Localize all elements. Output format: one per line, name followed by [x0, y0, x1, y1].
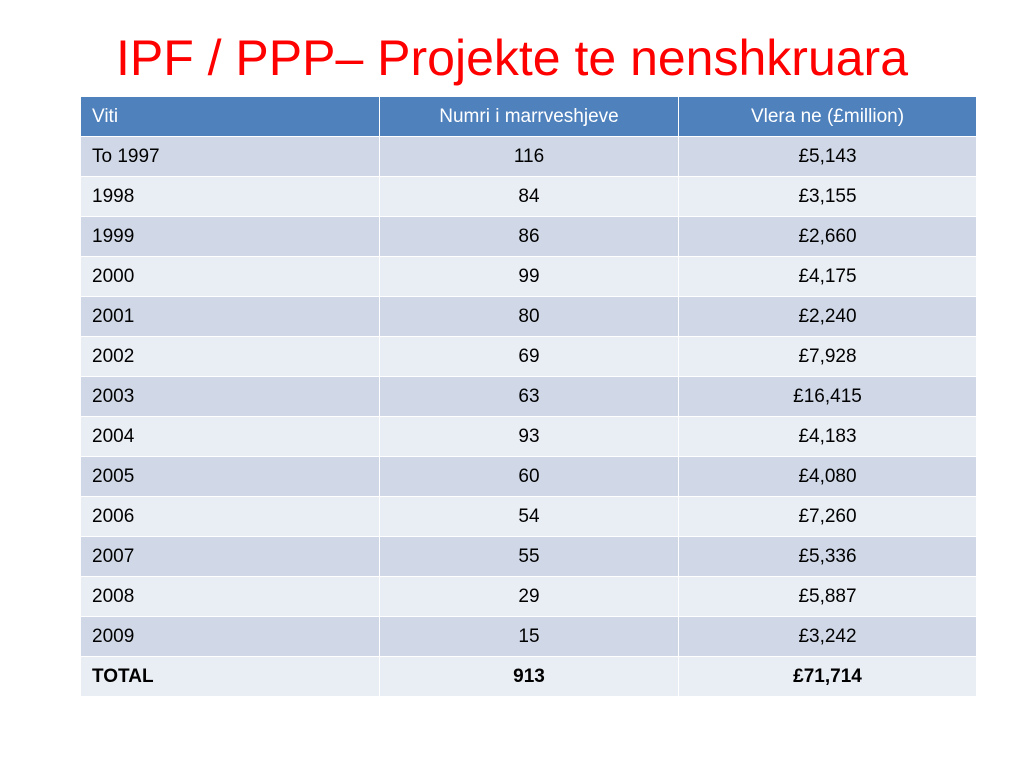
header-vlera: Vlera ne (£million): [679, 97, 977, 137]
cell-year: 1998: [81, 177, 380, 217]
table-row: [81, 377, 977, 417]
table-total-row: [81, 657, 977, 697]
ppp-projects-table: [80, 96, 977, 697]
cell-year: 2003: [81, 377, 380, 417]
cell-total-value: £71,714: [679, 657, 977, 697]
header-numri: Numri i marrveshjeve: [380, 97, 679, 137]
cell-year: 2008: [81, 577, 380, 617]
cell-value: £7,928: [679, 337, 977, 377]
cell-count: 69: [380, 337, 679, 377]
cell-count: 55: [380, 537, 679, 577]
table-header-row: [81, 97, 977, 137]
cell-count: 63: [380, 377, 679, 417]
cell-value: £3,242: [679, 617, 977, 657]
cell-year: 2002: [81, 337, 380, 377]
cell-value: £2,660: [679, 217, 977, 257]
cell-count: 93: [380, 417, 679, 457]
cell-count: 84: [380, 177, 679, 217]
cell-count: 99: [380, 257, 679, 297]
table-row: [81, 457, 977, 497]
cell-count: 80: [380, 297, 679, 337]
cell-count: 29: [380, 577, 679, 617]
cell-total-count: 913: [380, 657, 679, 697]
cell-value: £5,336: [679, 537, 977, 577]
header-viti: Viti: [81, 97, 380, 137]
cell-count: 86: [380, 217, 679, 257]
cell-year: 2006: [81, 497, 380, 537]
cell-count: 60: [380, 457, 679, 497]
cell-value: £5,143: [679, 137, 977, 177]
slide-title: IPF / PPP– Projekte te nenshkruara: [115, 30, 909, 86]
table-row: [81, 137, 977, 177]
cell-year: 2000: [81, 257, 380, 297]
cell-value: £16,415: [679, 377, 977, 417]
cell-total-label: TOTAL: [81, 657, 380, 697]
table-row: [81, 217, 977, 257]
cell-value: £5,887: [679, 577, 977, 617]
table-row: [81, 177, 977, 217]
cell-year: 2004: [81, 417, 380, 457]
cell-value: £3,155: [679, 177, 977, 217]
cell-year: 2009: [81, 617, 380, 657]
cell-year: 2001: [81, 297, 380, 337]
table-row: [81, 617, 977, 657]
cell-value: £4,080: [679, 457, 977, 497]
table-row: [81, 297, 977, 337]
table-row: [81, 497, 977, 537]
cell-year: 1999: [81, 217, 380, 257]
table-row: [81, 337, 977, 377]
cell-year: 2007: [81, 537, 380, 577]
cell-count: 54: [380, 497, 679, 537]
cell-value: £4,175: [679, 257, 977, 297]
cell-year: 2005: [81, 457, 380, 497]
cell-count: 15: [380, 617, 679, 657]
table-row: [81, 257, 977, 297]
table-row: [81, 537, 977, 577]
table-row: [81, 417, 977, 457]
table-row: [81, 577, 977, 617]
cell-year: To 1997: [81, 137, 380, 177]
cell-value: £7,260: [679, 497, 977, 537]
cell-value: £2,240: [679, 297, 977, 337]
cell-count: 116: [380, 137, 679, 177]
cell-value: £4,183: [679, 417, 977, 457]
